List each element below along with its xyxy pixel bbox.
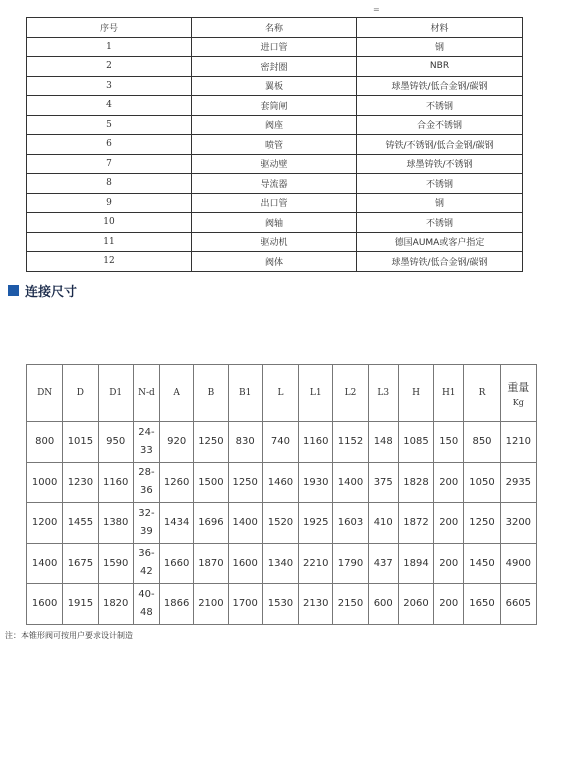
part-name: 喷管 <box>192 135 357 155</box>
part-material: 球墨铸铁/低合金钢/碳钢 <box>357 76 523 96</box>
cell-l2: 1400 <box>333 462 368 503</box>
section-title: 连接尺寸 <box>25 284 78 300</box>
dims-header-h: H <box>398 365 433 422</box>
part-material: 不锈钢 <box>357 213 523 233</box>
part-number: 10 <box>27 213 192 233</box>
dims-header-a: A <box>160 365 194 422</box>
cell-d1: 1380 <box>98 503 133 544</box>
cell-h1: 150 <box>434 422 464 463</box>
cell-r: 1450 <box>464 543 500 584</box>
dims-header-dn: DN <box>27 365 63 422</box>
dims-header-l: L <box>262 365 298 422</box>
cell-nd-count: 36- <box>138 548 155 560</box>
cell-nd-count: 32- <box>138 507 155 519</box>
part-name: 驱动机 <box>192 232 357 252</box>
part-name: 阀轴 <box>192 213 357 233</box>
cell-d: 1015 <box>63 422 98 463</box>
cell-r: 1050 <box>464 462 500 503</box>
cell-dn: 1400 <box>27 543 63 584</box>
parts-row <box>27 37 523 57</box>
cell-a: 1866 <box>160 584 194 625</box>
dims-header-weight <box>500 365 536 422</box>
cell-nd <box>133 503 159 544</box>
cell-b1: 1400 <box>228 503 262 544</box>
cell-d: 1230 <box>63 462 98 503</box>
cell-h: 1894 <box>398 543 433 584</box>
cell-dn: 1600 <box>27 584 63 625</box>
dimensions-table <box>26 364 537 625</box>
part-material: 球墨铸铁/不锈钢 <box>357 154 523 174</box>
cell-weight: 3200 <box>500 503 536 544</box>
section-heading <box>8 281 77 299</box>
part-number: 11 <box>27 232 192 252</box>
dims-row <box>27 422 537 463</box>
cell-weight: 6605 <box>500 584 536 625</box>
dims-header-b1: B1 <box>228 365 262 422</box>
cell-l3: 410 <box>368 503 398 544</box>
dims-row <box>27 462 537 503</box>
cell-b: 1696 <box>194 503 228 544</box>
cell-nd <box>133 422 159 463</box>
cell-l2: 1152 <box>333 422 368 463</box>
cell-l2: 1603 <box>333 503 368 544</box>
part-material: 德国AUMA或客户指定 <box>357 232 523 252</box>
cell-l1: 1930 <box>299 462 333 503</box>
cell-l: 1520 <box>262 503 298 544</box>
cell-a: 920 <box>160 422 194 463</box>
cell-l1: 1925 <box>299 503 333 544</box>
cell-nd <box>133 584 159 625</box>
cell-d1: 1590 <box>98 543 133 584</box>
cell-b: 1870 <box>194 543 228 584</box>
cell-nd-count: 28- <box>138 467 155 479</box>
cell-l3: 148 <box>368 422 398 463</box>
header-no: 序号 <box>27 18 192 38</box>
cell-l1: 2210 <box>299 543 333 584</box>
dims-header-h1: H1 <box>434 365 464 422</box>
cell-nd-count: 24- <box>138 426 155 438</box>
cell-b: 1500 <box>194 462 228 503</box>
weight-unit: Kg <box>512 398 524 407</box>
cell-nd <box>133 462 159 503</box>
dims-row <box>27 584 537 625</box>
cell-a: 1260 <box>160 462 194 503</box>
dims-header-l2: L2 <box>333 365 368 422</box>
cell-h1: 200 <box>434 503 464 544</box>
parts-row <box>27 232 523 252</box>
part-number: 1 <box>27 37 192 57</box>
cell-l2: 2150 <box>333 584 368 625</box>
parts-row <box>27 57 523 77</box>
cell-nd <box>133 543 159 584</box>
cell-d: 1675 <box>63 543 98 584</box>
part-name: 密封圈 <box>192 57 357 77</box>
cell-weight: 4900 <box>500 543 536 584</box>
part-number: 7 <box>27 154 192 174</box>
cell-b: 2100 <box>194 584 228 625</box>
parts-row <box>27 174 523 194</box>
cell-h: 2060 <box>398 584 433 625</box>
part-material: 合金不锈钢 <box>357 115 523 135</box>
part-number: 5 <box>27 115 192 135</box>
part-name: 套筒闸 <box>192 96 357 116</box>
top-marker: = <box>373 5 380 14</box>
cell-h: 1872 <box>398 503 433 544</box>
cell-l3: 437 <box>368 543 398 584</box>
part-name: 导流器 <box>192 174 357 194</box>
cell-dn: 1200 <box>27 503 63 544</box>
dims-header-d: D <box>63 365 98 422</box>
part-number: 2 <box>27 57 192 77</box>
part-name: 出口管 <box>192 193 357 213</box>
parts-row <box>27 76 523 96</box>
cell-dn: 1000 <box>27 462 63 503</box>
parts-row <box>27 135 523 155</box>
part-material: NBR <box>357 57 523 77</box>
cell-h: 1085 <box>398 422 433 463</box>
part-number: 12 <box>27 252 192 272</box>
cell-weight: 2935 <box>500 462 536 503</box>
parts-row <box>27 115 523 135</box>
part-material: 不锈钢 <box>357 96 523 116</box>
part-name: 驱动壁 <box>192 154 357 174</box>
cell-d1: 950 <box>98 422 133 463</box>
cell-nd-count: 40- <box>138 588 155 600</box>
part-name: 翼板 <box>192 76 357 96</box>
dims-header-l3: L3 <box>368 365 398 422</box>
cell-l3: 600 <box>368 584 398 625</box>
cell-l: 1340 <box>262 543 298 584</box>
part-material: 钢 <box>357 37 523 57</box>
dims-header-n-d: N-d <box>133 365 159 422</box>
parts-row <box>27 213 523 233</box>
cell-r: 850 <box>464 422 500 463</box>
part-name: 阀座 <box>192 115 357 135</box>
parts-header-row <box>27 18 523 38</box>
part-material: 不锈钢 <box>357 174 523 194</box>
part-number: 6 <box>27 135 192 155</box>
part-name: 阀体 <box>192 252 357 272</box>
part-material: 球墨铸铁/低合金钢/碳钢 <box>357 252 523 272</box>
cell-d: 1915 <box>63 584 98 625</box>
part-material: 铸铁/不锈钢/低合金钢/碳钢 <box>357 135 523 155</box>
dims-header-row <box>27 365 537 422</box>
parts-row <box>27 96 523 116</box>
footnote: 注：本锥形阀可按用户要求设计制造 <box>5 631 133 640</box>
dims-row <box>27 543 537 584</box>
part-material: 钢 <box>357 193 523 213</box>
dims-header-b: B <box>194 365 228 422</box>
parts-row <box>27 252 523 272</box>
cell-a: 1660 <box>160 543 194 584</box>
cell-b1: 830 <box>228 422 262 463</box>
dims-header-d1: D1 <box>98 365 133 422</box>
dims-header-r: R <box>464 365 500 422</box>
part-number: 9 <box>27 193 192 213</box>
cell-b: 1250 <box>194 422 228 463</box>
dims-header-l1: L1 <box>299 365 333 422</box>
parts-row <box>27 193 523 213</box>
part-number: 8 <box>27 174 192 194</box>
cell-l3: 375 <box>368 462 398 503</box>
header-name: 名称 <box>192 18 357 38</box>
square-bullet-icon <box>8 285 19 296</box>
header-material: 材料 <box>357 18 523 38</box>
cell-l: 740 <box>262 422 298 463</box>
cell-weight: 1210 <box>500 422 536 463</box>
cell-d1: 1820 <box>98 584 133 625</box>
cell-nd-diameter: 39 <box>140 525 153 537</box>
cell-nd-diameter: 33 <box>140 444 153 456</box>
cell-r: 1250 <box>464 503 500 544</box>
cell-nd-diameter: 48 <box>140 606 153 618</box>
dims-row <box>27 503 537 544</box>
part-number: 3 <box>27 76 192 96</box>
cell-l1: 1160 <box>299 422 333 463</box>
cell-dn: 800 <box>27 422 63 463</box>
cell-h1: 200 <box>434 462 464 503</box>
cell-b1: 1600 <box>228 543 262 584</box>
cell-l: 1460 <box>262 462 298 503</box>
cell-h1: 200 <box>434 543 464 584</box>
cell-d: 1455 <box>63 503 98 544</box>
cell-h1: 200 <box>434 584 464 625</box>
cell-l2: 1790 <box>333 543 368 584</box>
cell-b1: 1250 <box>228 462 262 503</box>
cell-nd-diameter: 42 <box>140 566 153 578</box>
part-number: 4 <box>27 96 192 116</box>
cell-r: 1650 <box>464 584 500 625</box>
cell-l1: 2130 <box>299 584 333 625</box>
parts-row <box>27 154 523 174</box>
cell-a: 1434 <box>160 503 194 544</box>
cell-d1: 1160 <box>98 462 133 503</box>
cell-b1: 1700 <box>228 584 262 625</box>
part-name: 进口管 <box>192 37 357 57</box>
cell-h: 1828 <box>398 462 433 503</box>
cell-nd-diameter: 36 <box>140 485 153 497</box>
cell-l: 1530 <box>262 584 298 625</box>
parts-table <box>26 17 523 272</box>
weight-label: 重量 <box>507 381 530 394</box>
